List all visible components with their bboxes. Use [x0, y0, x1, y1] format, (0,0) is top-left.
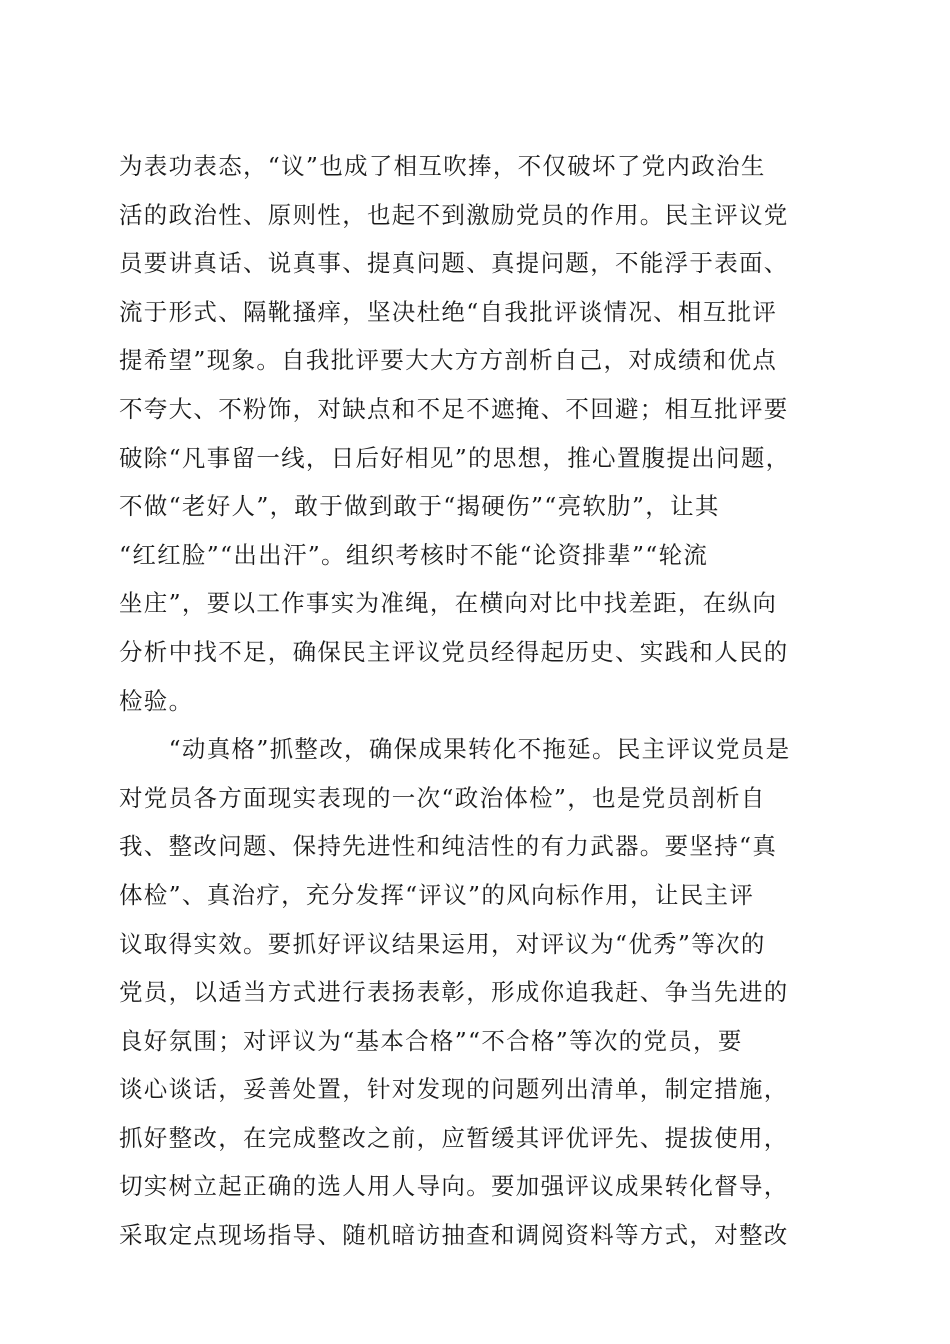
text-line: 党员，以适当方式进行表扬表彰，形成你追我赶、争当先进的 — [119, 978, 789, 1007]
text-line: 坐庄”，要以工作事实为准绳，在横向对比中找差距，在纵向 — [119, 589, 778, 618]
text-line: 员要讲真话、说真事、提真问题、真提问题，不能浮于表面、 — [119, 249, 789, 278]
text-line: 检验。 — [119, 686, 194, 715]
text-line: 体检”、真治疗，充分发挥“评议”的风向标作用，让民主评 — [119, 880, 755, 909]
text-line: 不做“老好人”，敢于做到敢于“揭硬伤”“亮软肋”，让其 — [119, 492, 720, 521]
text-line: 良好氛围；对评议为“基本合格”“不合格”等次的党员，要 — [119, 1026, 743, 1055]
body-text — [119, 142, 831, 1260]
text-line: 活的政治性、原则性，也起不到激励党员的作用。民主评议党 — [119, 200, 789, 229]
text-line: 议取得实效。要抓好评议结果运用，对评议为“优秀”等次的 — [119, 929, 766, 958]
text-line: 提希望”现象。自我批评要大大方方剖析自己，对成绩和优点 — [119, 346, 778, 375]
text-line: 抓好整改，在完成整改之前，应暂缓其评优评先、提拔使用， — [119, 1123, 789, 1152]
text-line: 分析中找不足，确保民主评议党员经得起历史、实践和人民的 — [119, 637, 789, 666]
text-line: 不夸大、不粉饰，对缺点和不足不遮掩、不回避；相互批评要 — [119, 394, 789, 423]
text-line: 对党员各方面现实表现的一次“政治体检”，也是党员剖析自 — [119, 783, 766, 812]
text-line: 我、整改问题、保持先进性和纯洁性的有力武器。要坚持“真 — [119, 832, 778, 861]
text-line: 破除“凡事留一线，日后好相见”的思想，推心置腹提出问题， — [119, 443, 791, 472]
text-line: 切实树立起正确的选人用人导向。要加强评议成果转化督导， — [119, 1172, 789, 1201]
text-line: 流于形式、隔靴搔痒，坚决杜绝“自我批评谈情况、相互批评 — [119, 297, 778, 326]
text-line: “动真格”抓整改，确保成果转化不拖延。民主评议党员是 — [119, 735, 791, 764]
text-line: 采取定点现场指导、随机暗访抽查和调阅资料等方式，对整改 — [119, 1221, 789, 1250]
text-line: 为表功表态，“议”也成了相互吹捧，不仅破坏了党内政治生 — [119, 152, 766, 180]
text-line: 谈心谈话，妥善处置，针对发现的问题列出清单，制定措施， — [119, 1075, 789, 1104]
text-line: “红红脸”“出出汗”。组织考核时不能“论资排辈”“轮流 — [119, 540, 709, 569]
